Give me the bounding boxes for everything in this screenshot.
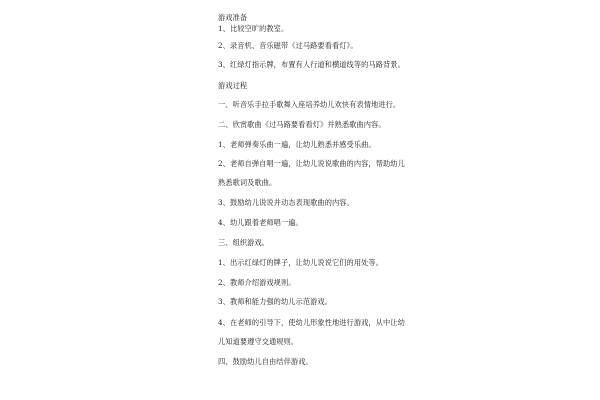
process-step-1: 一、听音乐手拉手歌舞入座培养幼儿欢快有表情地进行。 — [218, 100, 401, 109]
process-step-2-4: 4、幼儿跟着老师唱一遍。 — [218, 218, 303, 227]
process-step-3-2: 2、教师介绍游戏规则。 — [218, 278, 296, 287]
process-step-3-4: 4、在老师的引导下，使幼儿形象性地进行游戏，从中让幼 — [218, 318, 405, 327]
process-step-2-2: 2、老师自弹自唱一遍，让幼儿说说歌曲的内容，帮助幼儿 — [218, 159, 405, 168]
process-step-2-1: 1、老师弹奏乐曲一遍，让幼儿熟悉并感受乐曲。 — [218, 140, 376, 149]
process-step-2-2-cont: 熟悉歌词及歌曲。 — [218, 178, 277, 187]
section-heading-process: 游戏过程 — [218, 81, 248, 90]
process-step-3-4-cont: 儿知道要遵守交通规则。 — [218, 337, 299, 346]
section-heading-prep: 游戏准备 — [218, 13, 248, 22]
process-step-2: 二、欣赏歌曲《过马路要看看灯》并熟悉歌曲内容。 — [218, 120, 386, 129]
process-step-3-1: 1、出示红绿灯的牌子，让幼儿说说它们的用处等。 — [218, 258, 384, 267]
process-step-2-3: 3、鼓励幼儿说说并动态表现歌曲的内容。 — [218, 198, 354, 207]
process-step-3: 三、组织游戏。 — [218, 238, 270, 247]
process-step-4: 四、鼓励幼儿自由结伴游戏。 — [218, 357, 313, 366]
prep-item-2: 2、录音机、音乐磁带《过马路要看看灯》。 — [218, 41, 358, 50]
prep-item-3: 3、红绿灯指示牌，布置有人行道和横道线等的马路背景。 — [218, 60, 405, 69]
prep-item-1: 1、比较空旷的教室。 — [218, 24, 289, 33]
process-step-3-3: 3、教师和能力强的幼儿示范游戏。 — [218, 297, 332, 306]
